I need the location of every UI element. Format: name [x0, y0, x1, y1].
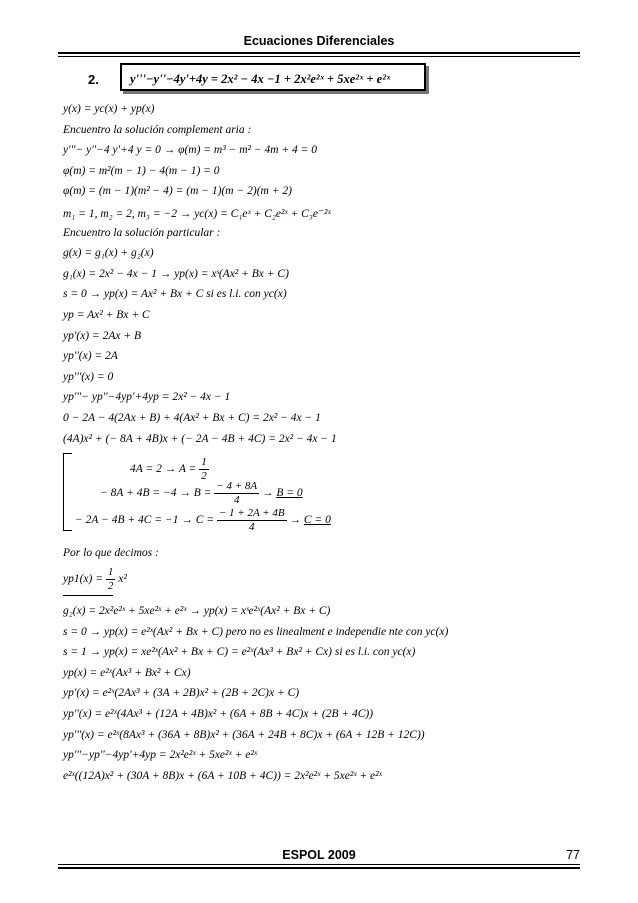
equation-line: s = 0 → yp(x) = e²ˣ(Ax² + Bx + C) pero no es linealment e independie nte con yc(x): [63, 625, 449, 638]
system-row-2-left: − 8A + 4B = −4 → B =: [100, 487, 212, 500]
footer-rule-thick: [58, 867, 580, 869]
header-rule-thick: [58, 52, 580, 54]
equation-line: s = 1 → yp(x) = xe²ˣ(Ax² + Bx + C) = e²ˣ(Ax³ + Bx² + Cx) si es l.i. con yc(x): [63, 646, 416, 659]
fraction-denominator: 4: [233, 494, 240, 506]
equation-line: φ(m) = m²(m − 1) − 4(m − 1) = 0: [63, 164, 220, 177]
equation-line: m₁ = 1, m₂ = 2, m₃ = −2 → yc(x) = C₁eˣ + C₂e²ˣ + C₃e⁻²ˣ: [63, 208, 331, 220]
page-number: 77: [566, 848, 580, 862]
footer-title: ESPOL 2009: [282, 848, 356, 862]
equation-line: yp''(x) = e²ˣ(4Ax³ + (12A + 4B)x² + (6A + 8B + 4C)x + (2B + 4C)): [63, 708, 374, 720]
equation-line: Encuentro la solución particular :: [63, 226, 221, 239]
problem-equation: y'''−y''−4y'+4y = 2x² − 4x −1 + 2x²e²ˣ + 5xe²ˣ + e²ˣ: [130, 72, 391, 86]
yp1-left: yp1(x) =: [63, 573, 104, 586]
equation-line: yp'''− yp''−4yp'+4yp = 2x² − 4x − 1: [63, 391, 231, 404]
running-header-title: Ecuaciones Diferenciales: [243, 34, 395, 48]
yp1-result: [63, 566, 127, 593]
system-row-2-fraction: [214, 480, 259, 507]
equation-line: e²ˣ((12A)x² + (30A + 8B)x + (6A + 10B + 4C)) = 2x²e²ˣ + 5xe²ˣ + e²ˣ: [63, 769, 382, 782]
equation-line: y'''− y''−4 y'+4 y = 0 → φ(m) = m³ − m² − 4m + 4 = 0: [63, 144, 318, 157]
equation-line: g₁(x) = 2x² − 4x − 1 → yp(x) = xˢ(Ax² + Bx + C): [63, 267, 289, 280]
equation-line: g(x) = g₁(x) + g₂(x): [63, 247, 154, 260]
equation-line: yp(x) = e²ˣ(Ax³ + Bx² + Cx): [63, 666, 191, 679]
system-brace: [63, 453, 72, 531]
system-row-2: [100, 480, 303, 507]
fraction-denominator: 4: [249, 521, 255, 533]
header-rule-thin: [58, 56, 580, 57]
fraction-numerator: 1: [107, 566, 114, 578]
fraction-numerator: − 1 + 2A + 4B: [218, 507, 285, 519]
footer-rule-thin: [58, 864, 580, 865]
problem-equation-box: [120, 63, 426, 91]
fraction-denominator: 2: [107, 580, 114, 592]
fraction-denominator: 2: [201, 470, 207, 482]
system-row-3: [75, 507, 331, 534]
system-row-3-result: C = 0: [303, 514, 331, 527]
equation-line: yp'''(x) = e²ˣ(8Ax³ + (36A + 8B)x² + (36A + 24B + 8C)x + (6A + 12B + 12C)): [63, 728, 425, 741]
system-row-1-fraction: [199, 456, 209, 483]
system-row-2-arrow: →: [262, 487, 274, 500]
system-row-2-result: B = 0: [276, 487, 303, 500]
equation-line: (4A)x² + (− 8A + 4B)x + (− 2A − 4B + 4C) = 2x² − 4x − 1: [63, 432, 337, 445]
equation-line: Encuentro la solución complement aria :: [63, 123, 252, 136]
equation-line: yp'(x) = e²ˣ(2Ax³ + (3A + 2B)x² + (2B + 2C)x + C): [63, 687, 300, 700]
yp1-right: x²: [118, 573, 127, 586]
fraction-numerator: 1: [201, 456, 207, 468]
equation-line: y(x) = yc(x) + yp(x): [63, 103, 155, 115]
system-row-3-arrow: →: [289, 514, 302, 527]
yp1-underline: [63, 595, 113, 596]
system-row-3-left: − 2A − 4B + 4C = −1 → C =: [75, 514, 214, 527]
equation-line: φ(m) = (m − 1)(m² − 4) = (m − 1)(m − 2)(m + 2): [63, 185, 292, 198]
yp1-fraction: [106, 566, 116, 593]
equation-line: 0 − 2A − 4(2Ax + B) + 4(Ax² + Bx + C) = 2x² − 4x − 1: [63, 412, 321, 424]
equation-line: yp'(x) = 2Ax + B: [63, 329, 142, 342]
problem-number: 2.: [88, 72, 99, 87]
conclusion-label: Por lo que decimos :: [63, 547, 159, 559]
equation-line: yp = Ax² + Bx + C: [63, 309, 150, 321]
system-row-1-left: 4A = 2 → A =: [130, 463, 197, 476]
fraction-numerator: − 4 + 8A: [216, 480, 258, 492]
equation-line: g₂(x) = 2x²e²ˣ + 5xe²ˣ + e²ˣ → yp(x) = xˢe²ˣ(Ax² + Bx + C): [63, 605, 331, 617]
system-row-1: [130, 456, 209, 483]
equation-line: yp''(x) = 2A: [63, 350, 118, 363]
equation-line: yp'''−yp''−4yp'+4yp = 2x²e²ˣ + 5xe²ˣ + e²ˣ: [63, 749, 258, 762]
equation-line: yp'''(x) = 0: [63, 370, 114, 383]
system-row-3-fraction: [217, 507, 287, 534]
equation-line: s = 0 → yp(x) = Ax² + Bx + C si es l.i. con yc(x): [63, 288, 287, 301]
